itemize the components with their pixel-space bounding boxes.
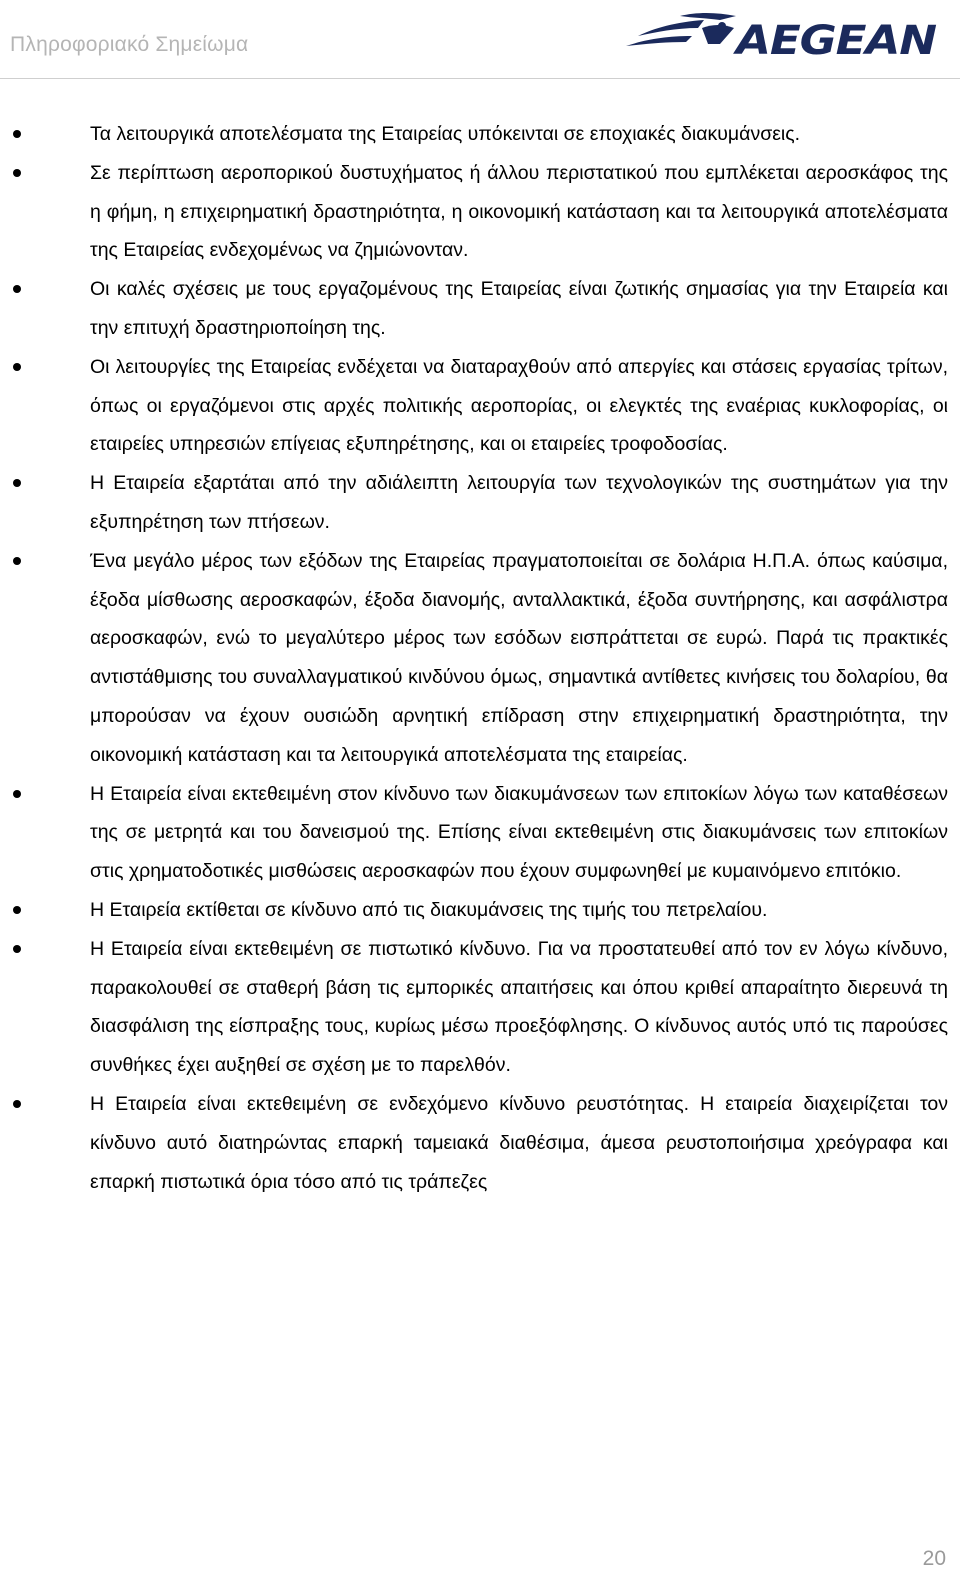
list-item bbox=[0, 270, 960, 348]
list-item-text: Ένα μεγάλο μέρος των εξόδων της Εταιρείας πραγματοποιείται σε δολάρια Η.Π.Α. όπως καύσιμα, έξοδα μίσθωσης αεροσκαφών, έξοδα διανομής, ανταλλακτικά, έξοδα συντήρησης, και ασφάλιστρα αεροσκαφών, ενώ το μεγαλύτερο μέρος των εσόδων εισπράττεται σε ευρώ. Παρά τις πρακτικές αντιστάθμισης του συναλλαγματικού κινδύνου όμως, σημαντικά αντίθετες κινήσεις του δολαρίου, θα μπορούσαν να έχουν ουσιώδη αρνητική επίδραση στην επιχειρηματική δραστηριότητα, την οικονομική κατάσταση και τα λειτουργικά αποτελέσματα της εταιρείας. bbox=[90, 549, 948, 766]
list-item-text: Τα λειτουργικά αποτελέσματα της Εταιρείας υπόκεινται σε εποχιακές διακυμάνσεις. bbox=[90, 123, 801, 145]
list-item bbox=[0, 542, 960, 775]
page-content bbox=[0, 115, 960, 1201]
list-item bbox=[0, 115, 960, 154]
list-item-text: Η Εταιρεία εκτίθεται σε κίνδυνο από τις διακυμάνσεις της τιμής του πετρελαίου. bbox=[90, 898, 768, 921]
list-item bbox=[0, 891, 960, 930]
bullet-icon bbox=[13, 790, 21, 798]
list-item-text: Η Εταιρεία είναι εκτεθειμένη σε πιστωτικό κίνδυνο. Για να προστατευθεί από τον εν λόγω κίνδυνο, παρακολουθεί σε σταθερή βάση τις εμπορικές απαιτήσεις και όπου κριθεί απαραίτητο διερευνά τη διασφάλιση της είσπραξης τους, κυρίως μέσω προεξόφλησης. Ο κίνδυνος αυτός υπό τις παρούσες συνθήκες έχει αυξηθεί σε σχέση με το παρελθόν. bbox=[90, 937, 948, 1077]
list-item bbox=[0, 775, 960, 891]
list-item bbox=[0, 1085, 960, 1201]
bullet-icon bbox=[13, 363, 21, 371]
page-header bbox=[0, 0, 960, 79]
list-item bbox=[0, 154, 960, 270]
list-item-text: Η Εταιρεία είναι εκτεθειμένη στον κίνδυνο των διακυμάνσεων των επιτοκίων λόγω των καταθέσεων της σε μετρητά και του δανεισμού της. Επίσης είναι εκτεθειμένη στις διακυμάνσεις των επιτοκίων στις χρηματοδοτικές μισθώσεις αεροσκαφών που έχουν συμφωνηθεί με κυμαινόμενο επιτόκιο. bbox=[90, 782, 948, 883]
list-item-text: Οι λειτουργίες της Εταιρείας ενδέχεται να διαταραχθούν από απεργίες και στάσεις εργασίας τρίτων, όπως οι εργαζόμενοι στις αρχές πολιτικής αεροπορίας, οι ελεγκτές της εναέριας κυκλοφορίας, οι εταιρείες υπηρεσιών επίγειας εξυπηρέτησης, και οι εταιρείες τροφοδοσίας. bbox=[90, 355, 948, 456]
list-item bbox=[0, 930, 960, 1085]
list-item bbox=[0, 348, 960, 464]
bullet-icon bbox=[13, 479, 21, 487]
list-item-text: Η Εταιρεία εξαρτάται από την αδιάλειπτη λειτουργία των τεχνολογικών της συστημάτων για την εξυπηρέτηση των πτήσεων. bbox=[90, 472, 948, 533]
logo-wing-icon bbox=[626, 13, 736, 46]
bullet-icon bbox=[13, 130, 21, 138]
risk-bullet-list bbox=[0, 115, 960, 1201]
bullet-icon bbox=[13, 1100, 21, 1108]
bullet-icon bbox=[13, 169, 21, 177]
header-title: Πληροφοριακό Σημείωμα bbox=[10, 33, 249, 56]
bullet-icon bbox=[13, 557, 21, 565]
bullet-icon bbox=[13, 906, 21, 914]
bullet-icon bbox=[13, 285, 21, 293]
list-item bbox=[0, 464, 960, 542]
list-item-text: Η Εταιρεία είναι εκτεθειμένη σε ενδεχόμενο κίνδυνο ρευστότητας. Η εταιρεία διαχειρίζεται τον κίνδυνο αυτό διατηρώντας επαρκή ταμειακά διαθέσιμα, άμεσα ρευστοποιήσιμα χρεόγραφα και επαρκή πιστωτικά όρια τόσο από τις τράπεζες bbox=[90, 1092, 948, 1193]
page-number: 20 bbox=[922, 1547, 946, 1570]
bullet-icon bbox=[13, 945, 21, 953]
list-item-text: Σε περίπτωση αεροπορικού δυστυχήματος ή άλλου περιστατικού που εμπλέκεται αεροσκάφος της η φήμη, η επιχειρηματική δραστηριότητα, η οικονομική κατάσταση και τα λειτουργικά αποτελέσματα της Εταιρείας ενδεχομένως να ζημιώνονταν. bbox=[90, 161, 948, 262]
aegean-logo bbox=[624, 6, 944, 68]
logo-wordmark: AEGEAN bbox=[732, 18, 937, 64]
list-item-text: Οι καλές σχέσεις με τους εργαζομένους της Εταιρείας είναι ζωτικής σημασίας για την Εταιρεία και την επιτυχή δραστηριοποίηση της. bbox=[90, 278, 948, 339]
